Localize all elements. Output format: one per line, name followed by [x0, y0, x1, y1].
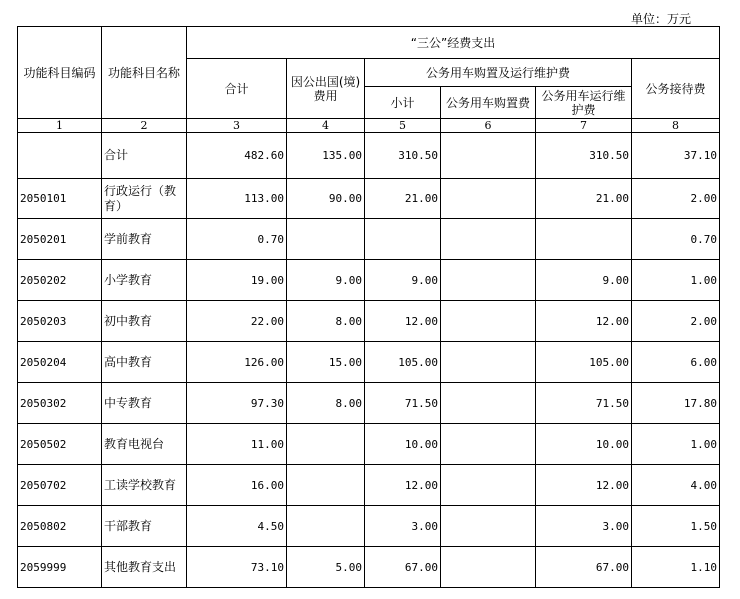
table-row [18, 260, 720, 301]
value-operation: 21.00 [536, 179, 632, 219]
subject-name: 小学教育 [102, 260, 187, 301]
table-row [18, 219, 720, 260]
subject-code: 2050101 [18, 179, 102, 219]
header-purchase: 公务用车购置费 [441, 87, 536, 119]
value-abroad [287, 506, 365, 547]
table-row [18, 424, 720, 465]
table-body [18, 27, 720, 588]
value-abroad: 135.00 [287, 133, 365, 179]
value-purchase [441, 506, 536, 547]
value-reception: 37.10 [632, 133, 720, 179]
subject-code: 2050203 [18, 301, 102, 342]
value-operation [536, 219, 632, 260]
value-total: 11.00 [187, 424, 287, 465]
subject-code: 2050201 [18, 219, 102, 260]
value-operation: 310.50 [536, 133, 632, 179]
subject-code: 2059999 [18, 547, 102, 588]
value-total: 73.10 [187, 547, 287, 588]
value-subtotal: 10.00 [365, 424, 441, 465]
table-row [18, 179, 720, 219]
subject-name: 干部教育 [102, 506, 187, 547]
value-purchase [441, 424, 536, 465]
column-number: 8 [632, 119, 720, 133]
column-number: 6 [441, 119, 536, 133]
header-reception: 公务接待费 [632, 59, 720, 119]
value-total: 0.70 [187, 219, 287, 260]
subject-code: 2050802 [18, 506, 102, 547]
value-purchase [441, 179, 536, 219]
value-reception: 1.00 [632, 424, 720, 465]
value-subtotal: 12.00 [365, 465, 441, 506]
value-total: 482.60 [187, 133, 287, 179]
value-abroad [287, 219, 365, 260]
table-row [18, 506, 720, 547]
header-three-public-group: “三公”经费支出 [187, 27, 720, 59]
value-abroad: 8.00 [287, 301, 365, 342]
value-reception: 0.70 [632, 219, 720, 260]
value-purchase [441, 133, 536, 179]
subject-code: 2050202 [18, 260, 102, 301]
value-abroad: 15.00 [287, 342, 365, 383]
subject-code: 2050302 [18, 383, 102, 424]
subject-name: 学前教育 [102, 219, 187, 260]
column-number: 5 [365, 119, 441, 133]
value-abroad [287, 465, 365, 506]
header-subtotal: 小计 [365, 87, 441, 119]
value-total: 113.00 [187, 179, 287, 219]
value-subtotal: 12.00 [365, 301, 441, 342]
value-purchase [441, 301, 536, 342]
value-reception: 4.00 [632, 465, 720, 506]
column-number: 3 [187, 119, 287, 133]
value-subtotal: 105.00 [365, 342, 441, 383]
value-operation: 71.50 [536, 383, 632, 424]
value-subtotal: 67.00 [365, 547, 441, 588]
value-reception: 6.00 [632, 342, 720, 383]
subject-code: 2050502 [18, 424, 102, 465]
header-vehicle-group: 公务用车购置及运行维护费 [365, 59, 632, 87]
value-total: 97.30 [187, 383, 287, 424]
subject-name: 合计 [102, 133, 187, 179]
value-reception: 1.50 [632, 506, 720, 547]
value-subtotal: 71.50 [365, 383, 441, 424]
unit-label: 单位：万元 [631, 12, 692, 26]
column-number-row [18, 119, 720, 133]
subject-name: 教育电视台 [102, 424, 187, 465]
subject-name: 行政运行（教育） [102, 179, 187, 219]
value-operation: 67.00 [536, 547, 632, 588]
value-purchase [441, 219, 536, 260]
table-row [18, 133, 720, 179]
table-row [18, 301, 720, 342]
subject-name: 工读学校教育 [102, 465, 187, 506]
value-operation: 12.00 [536, 301, 632, 342]
column-number: 4 [287, 119, 365, 133]
value-purchase [441, 547, 536, 588]
value-total: 126.00 [187, 342, 287, 383]
value-operation: 12.00 [536, 465, 632, 506]
table-row [18, 465, 720, 506]
header-abroad: 因公出国(境)费用 [287, 59, 365, 119]
value-total: 22.00 [187, 301, 287, 342]
value-total: 16.00 [187, 465, 287, 506]
subject-code [18, 133, 102, 179]
value-operation: 9.00 [536, 260, 632, 301]
value-abroad: 8.00 [287, 383, 365, 424]
column-number: 7 [536, 119, 632, 133]
header-code: 功能科目编码 [18, 27, 102, 119]
value-purchase [441, 465, 536, 506]
value-purchase [441, 342, 536, 383]
header-total: 合计 [187, 59, 287, 119]
value-reception: 1.10 [632, 547, 720, 588]
value-reception: 2.00 [632, 179, 720, 219]
value-subtotal: 21.00 [365, 179, 441, 219]
header-operation: 公务用车运行维护费 [536, 87, 632, 119]
value-reception: 1.00 [632, 260, 720, 301]
value-operation: 105.00 [536, 342, 632, 383]
subject-name: 初中教育 [102, 301, 187, 342]
value-subtotal: 9.00 [365, 260, 441, 301]
value-total: 19.00 [187, 260, 287, 301]
column-number: 2 [102, 119, 187, 133]
table-row [18, 383, 720, 424]
subject-name: 其他教育支出 [102, 547, 187, 588]
value-abroad: 90.00 [287, 179, 365, 219]
subject-code: 2050702 [18, 465, 102, 506]
value-subtotal: 310.50 [365, 133, 441, 179]
value-reception: 17.80 [632, 383, 720, 424]
value-subtotal: 3.00 [365, 506, 441, 547]
table-row [18, 547, 720, 588]
subject-code: 2050204 [18, 342, 102, 383]
subject-name: 中专教育 [102, 383, 187, 424]
column-number: 1 [18, 119, 102, 133]
subject-name: 高中教育 [102, 342, 187, 383]
header-name: 功能科目名称 [102, 27, 187, 119]
value-operation: 3.00 [536, 506, 632, 547]
value-purchase [441, 260, 536, 301]
value-operation: 10.00 [536, 424, 632, 465]
value-abroad: 9.00 [287, 260, 365, 301]
value-purchase [441, 383, 536, 424]
value-total: 4.50 [187, 506, 287, 547]
value-reception: 2.00 [632, 301, 720, 342]
value-abroad [287, 424, 365, 465]
expense-table [17, 26, 720, 588]
value-subtotal [365, 219, 441, 260]
table-row [18, 342, 720, 383]
value-abroad: 5.00 [287, 547, 365, 588]
